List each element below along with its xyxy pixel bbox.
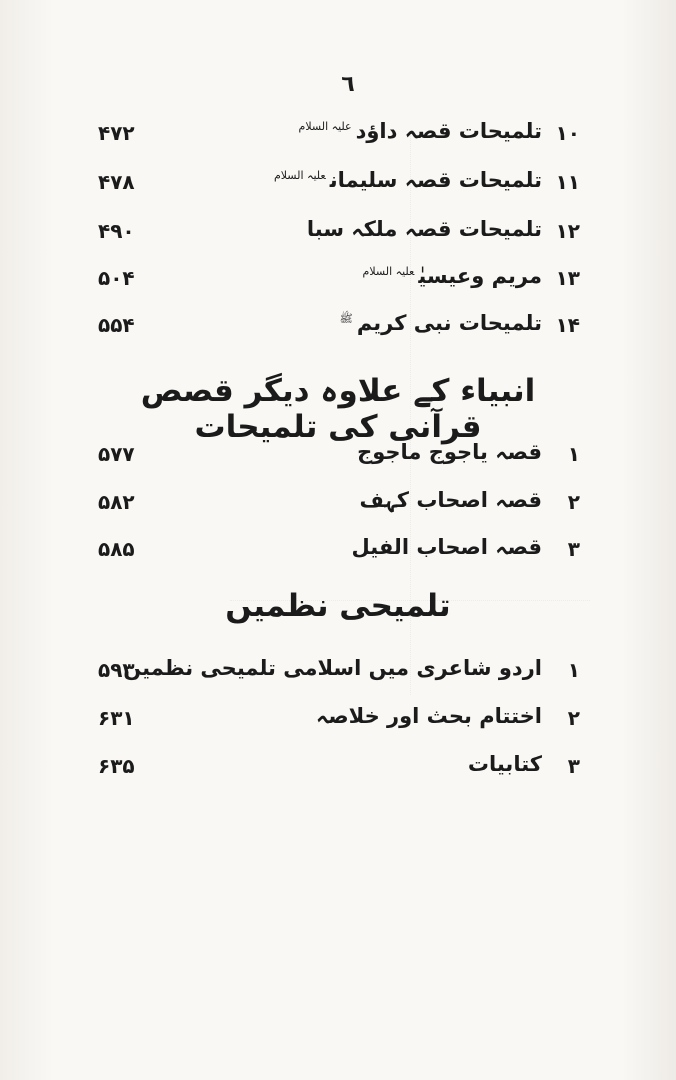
toc-index: ۱۰ bbox=[555, 121, 580, 145]
honorific-glyph: علیہ السلام bbox=[298, 120, 352, 133]
toc-index: ۳ bbox=[567, 537, 580, 561]
toc-row[interactable] bbox=[80, 438, 580, 478]
toc-title: قصہ یاجوج ماجوج bbox=[357, 440, 542, 464]
section-heading: تلمیحی نظمیں bbox=[225, 588, 451, 624]
toc-row[interactable] bbox=[80, 750, 580, 790]
toc-title: کتابیات bbox=[467, 752, 542, 776]
toc-title: اختتام بحث اور خلاصہ bbox=[316, 704, 542, 728]
toc-row[interactable] bbox=[80, 654, 580, 694]
toc-index: ۱۱ bbox=[555, 170, 580, 194]
toc-page: ۴۷۲ bbox=[98, 121, 135, 145]
toc-row[interactable] bbox=[80, 533, 580, 573]
toc-title: اردو شاعری میں اسلامی تلمیحی نظمیں bbox=[123, 656, 542, 680]
toc-page: ۶۳۱ bbox=[98, 706, 135, 730]
toc-row[interactable] bbox=[80, 702, 580, 742]
toc-title: قصہ اصحاب کہف bbox=[359, 488, 542, 512]
toc-title: قصہ اصحاب الفیل bbox=[351, 535, 542, 559]
toc-page: ۵۷۷ bbox=[98, 442, 135, 466]
toc-page: ۶۳۵ bbox=[98, 754, 135, 778]
toc-title: تلمیحات قصہ ملکہ سبا bbox=[306, 217, 542, 241]
toc-title: تلمیحات نبی کریم$^ﷺ$ bbox=[339, 311, 542, 335]
toc-title: تلمیحات قصہ داؤد$^{علیہ السلام}$ bbox=[298, 119, 542, 143]
honorific-glyph: علیہ السلام bbox=[273, 169, 326, 182]
toc-index: ۲ bbox=[567, 490, 580, 514]
toc-page: ۵۵۴ bbox=[98, 313, 135, 337]
section-heading: انبیاء کے علاوہ دیگر قصص قرآنی کی تلمیحات bbox=[140, 373, 536, 445]
toc-index: ۲ bbox=[567, 706, 580, 730]
toc-page: ۴۷۸ bbox=[98, 170, 135, 194]
toc-row[interactable] bbox=[80, 166, 580, 206]
page-number: ٦ bbox=[341, 72, 355, 97]
toc-row[interactable] bbox=[80, 117, 580, 157]
toc-index: ۱ bbox=[567, 658, 580, 682]
toc-index: ۱۲ bbox=[555, 219, 580, 243]
toc-row[interactable] bbox=[80, 309, 580, 349]
toc-title: تلمیحات قصہ سلیمان$^{علیہ السلام}$ bbox=[273, 168, 542, 192]
toc-index: ۱۳ bbox=[555, 266, 580, 290]
toc-page: ۴۹۰ bbox=[98, 219, 135, 243]
toc-index: ۱ bbox=[567, 442, 580, 466]
toc-title: مریم وعیسیٰ$^{علیہ السلام}$ bbox=[362, 264, 542, 288]
toc-page: ۵۹۳ bbox=[98, 658, 135, 682]
toc-page: ۵۸۵ bbox=[98, 537, 135, 561]
toc-row[interactable] bbox=[80, 486, 580, 526]
toc-page: ۵۰۴ bbox=[98, 266, 135, 290]
toc-index: ۱۴ bbox=[555, 313, 580, 337]
toc-index: ۳ bbox=[567, 754, 580, 778]
honorific-glyph: علیہ السلام bbox=[362, 265, 415, 278]
toc-page: ۵۸۲ bbox=[98, 490, 135, 514]
toc-row[interactable] bbox=[80, 215, 580, 255]
toc-row[interactable] bbox=[80, 262, 580, 302]
honorific-glyph: ﷺ bbox=[339, 312, 353, 325]
